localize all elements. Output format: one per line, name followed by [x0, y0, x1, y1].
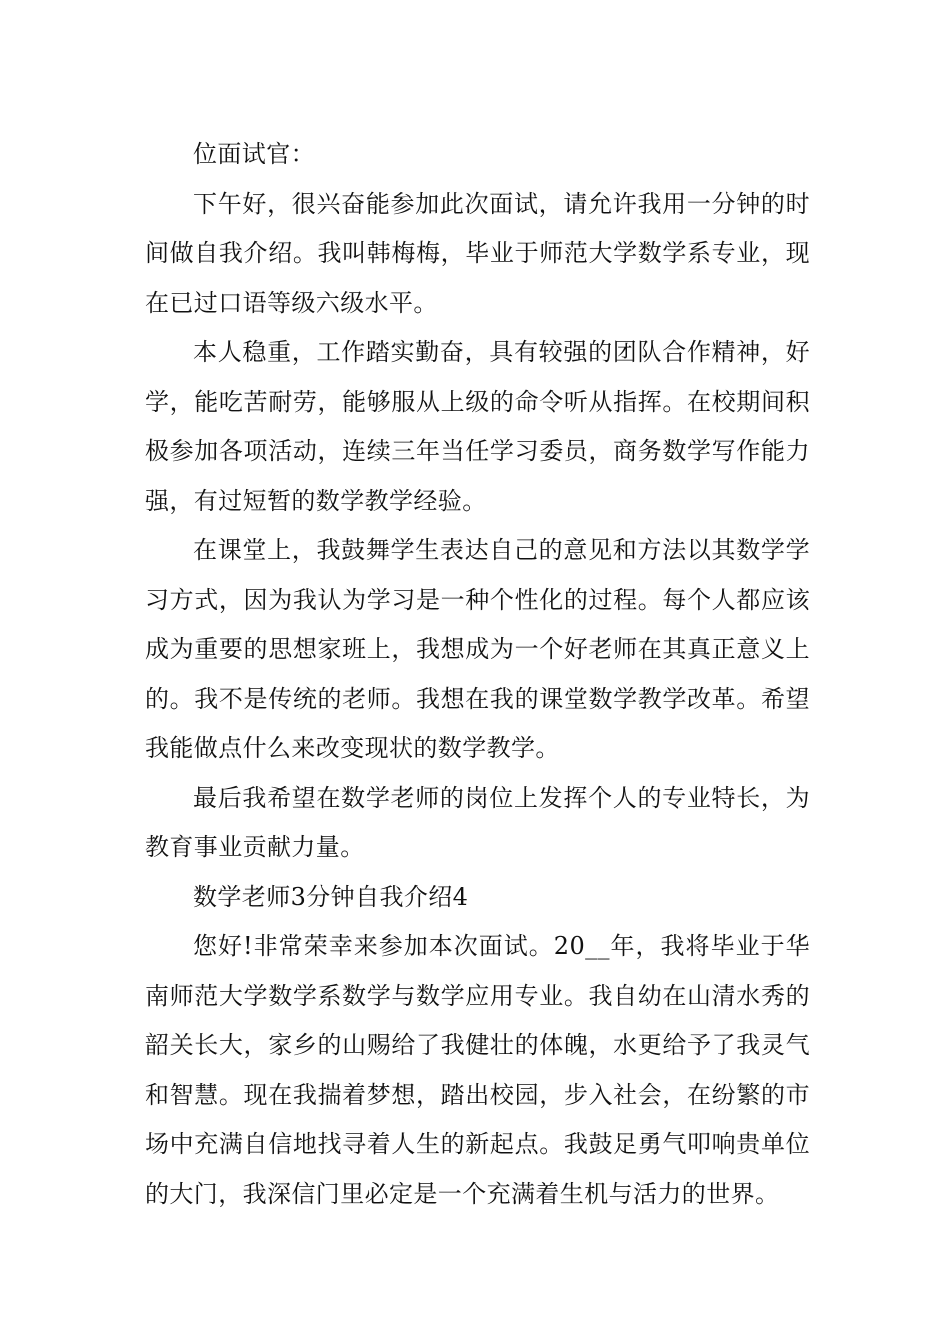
paragraph-greeting: 下午好，很兴奋能参加此次面试，请允许我用一分钟的时间做自我介绍。我叫韩梅梅，毕业于师范大学数学系专业，现在已过口语等级六级水平。	[145, 189, 810, 317]
paragraph-personality: 本人稳重，工作踏实勤奋，具有较强的团队合作精神，好学，能吃苦耐劳，能够服从上级的命令听从指挥。在校期间积极参加各项活动，连续三年当任学习委员，商务数学写作能力强，有过短暂的数学教学经验。	[145, 338, 810, 515]
salutation: 位面试官：	[193, 140, 315, 168]
paragraph-closing: 最后我希望在数学老师的岗位上发挥个人的专业特长，为教育事业贡献力量。	[145, 783, 810, 861]
document-body	[145, 130, 810, 1219]
paragraph-teaching: 在课堂上，我鼓舞学生表达自己的意见和方法以其数学学习方式，因为我认为学习是一种个性化的过程。每个人都应该成为重要的思想家班上，我想成为一个好老师在其真正意义上的。我不是传统的老师。我想在我的课堂数学教学改革。希望我能做点什么来改变现状的数学教学。	[145, 536, 810, 762]
section-heading: 数学老师3分钟自我介绍4	[193, 882, 469, 911]
paragraph-introduction: 您好!非常荣幸来参加本次面试。20__年，我将毕业于华南师范大学数学系数学与数学应用专业。我自幼在山清水秀的韶关长大，家乡的山赐给了我健壮的体魄，水更给予了我灵气和智慧。现在我揣着梦想，踏出校园，步入社会，在纷繁的市场中充满自信地找寻着人生的新起点。我鼓足勇气叩响贵单位的大门，我深信门里必定是一个充满着生机与活力的世界。	[145, 932, 810, 1208]
